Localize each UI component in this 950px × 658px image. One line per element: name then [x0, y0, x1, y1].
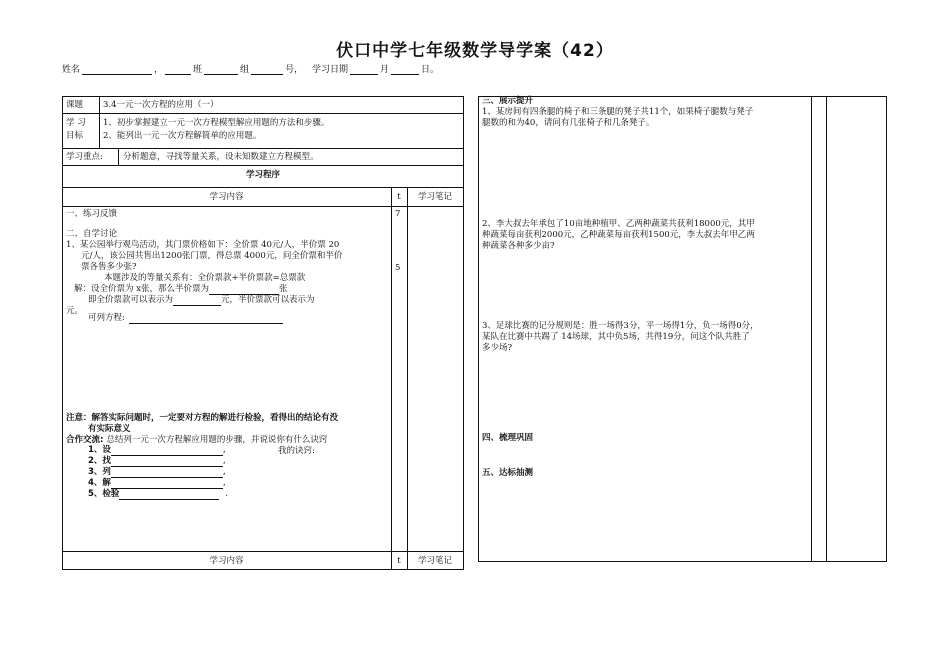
label-divider — [99, 96, 100, 148]
name-label: 姓名 — [62, 65, 81, 75]
name-blank — [82, 65, 152, 75]
row-line-5 — [62, 206, 464, 207]
half-price-text: 元，半价票款可以表示为 — [221, 295, 315, 305]
step-end: . — [225, 489, 229, 499]
left-bottom-border — [62, 569, 464, 570]
step-2: 2、找 , — [88, 456, 226, 466]
step-1-label: 1、设 — [88, 445, 111, 455]
time-2: 5 — [395, 263, 401, 273]
goal-label-1: 学 习 — [66, 118, 86, 128]
step-3-label: 3、列 — [88, 467, 111, 477]
problem1-yuan: 元。 — [66, 306, 84, 316]
step-2-blank[interactable] — [111, 457, 223, 467]
step-5-label: 5、检验 — [88, 489, 120, 499]
coop-label: 合作交流: — [66, 435, 104, 445]
question2-line3: 种蔬菜各种多少亩? — [482, 241, 555, 251]
question3-line2: 某队在比赛中共踢了 14场球，其中负5场，共得19分，问这个队共胜了 — [482, 332, 750, 342]
question2-line1: 2、李大叔去年承包了10亩地种植甲、乙两种蔬菜共获利18000元，其甲 — [482, 219, 755, 229]
day-label: 日。 — [420, 65, 439, 75]
number-label: 号， — [285, 65, 304, 75]
step-4-label: 4、解 — [88, 478, 111, 488]
problem1-line2: 元/人，该公园共售出1200张门票，得总票 4000元，问全价票和半价 — [81, 251, 343, 261]
left-top-border — [62, 96, 464, 97]
footer-col-t: t — [397, 556, 401, 566]
month-label: 月 — [379, 65, 389, 75]
group-label: 组 — [240, 65, 250, 75]
left-right-border — [463, 96, 464, 570]
footer-col-notes: 学习笔记 — [417, 556, 452, 566]
key-divider — [118, 148, 119, 165]
question1-line2: 腿数的和为40，请问有几张椅子和几条凳子。 — [482, 118, 655, 128]
question1-line1: 1、某房间有四条腿的椅子和三条腿的凳子共11个，如果椅子腿数与凳子 — [482, 107, 754, 117]
section-practice-feedback: 一、练习反馈 — [66, 209, 118, 219]
problem1-solution — [74, 284, 288, 295]
col-header-content: 学习内容 — [209, 192, 244, 202]
full-price-text: 即全价票款可以表示为 — [88, 295, 174, 305]
problem1-line1: 1、某公园举行观鸟活动，其门票价格如下：全价票 40元/人，半价票 20 — [66, 240, 340, 250]
t-col-left — [391, 187, 392, 570]
time-1: 7 — [395, 209, 401, 219]
t-col-right — [407, 187, 408, 570]
group-blank — [204, 65, 238, 75]
goal-label-2: 目标 — [66, 131, 84, 141]
step-1: 1、设 , — [88, 445, 226, 455]
problem1-line3: 票各售多少张? — [81, 262, 137, 272]
right-col-divider-2 — [826, 96, 827, 562]
row-line-2 — [62, 148, 464, 149]
step-5 — [88, 489, 228, 500]
footer-col-content: 学习内容 — [209, 556, 244, 566]
step-2-label: 2、找 — [88, 456, 111, 466]
row-line-6 — [62, 551, 464, 552]
question3-line1: 3、足球比赛的记分规则是：胜一场得3分，平一场得1分，负一场得0分， — [482, 321, 759, 331]
goal-1: 1、初步掌握建立一元一次方程模型解应用题的方法和步骤。 — [103, 118, 330, 128]
equation-blank[interactable] — [129, 314, 283, 324]
row-line-4 — [62, 187, 464, 188]
my-secret: 我的诀窍: — [278, 446, 315, 456]
row-line-3 — [62, 165, 464, 166]
unit-zhang: 张 — [279, 284, 288, 294]
col-header-notes: 学习笔记 — [417, 192, 452, 202]
solution-text: 解：设全价票为 x张，那么半价票为 — [74, 284, 209, 294]
question2-line2: 种蔬菜每亩获利2000元，乙种蔬菜每亩获利1500元，李大叔去年甲乙两 — [482, 230, 755, 240]
right-col-divider-1 — [811, 96, 812, 562]
equation-line — [88, 313, 283, 324]
day-blank — [391, 65, 419, 75]
month-blank — [350, 65, 378, 75]
left-left-border — [62, 96, 63, 570]
question3-line3: 多少场? — [482, 343, 513, 353]
student-info-line — [62, 62, 439, 75]
note-line1: 注意：解答实际问题时，一定要对方程的解进行检验，看得出的结论有没 — [66, 413, 339, 423]
step-3: 3、列 , — [88, 467, 226, 477]
class-blank — [165, 65, 191, 75]
goal-2: 2、能列出一元一次方程解简单的应用题。 — [103, 131, 262, 141]
right-right-border — [886, 96, 887, 562]
col-header-t: t — [397, 192, 401, 202]
note-line2: 有实际意义 — [88, 424, 131, 434]
step-4-blank[interactable] — [111, 479, 223, 489]
problem1-expression — [88, 295, 315, 306]
comma-text: ， — [154, 65, 164, 75]
row-line-1 — [62, 113, 464, 114]
right-left-border — [478, 96, 479, 562]
topic-label: 课题 — [66, 100, 84, 110]
step-5-blank[interactable] — [119, 490, 219, 500]
step-1-blank[interactable] — [111, 446, 223, 456]
section-showcase: 三、展示提升 — [482, 96, 534, 106]
date-label: 学习日期 — [311, 65, 348, 75]
number-blank — [251, 65, 283, 75]
full-price-blank[interactable] — [173, 296, 221, 306]
topic-value: 3.4一元一次方程的应用（一） — [103, 100, 219, 110]
key-value: 分析题意，寻找等量关系，设未知数建立方程模型。 — [123, 152, 319, 162]
page-title: 伏口中学七年级数学导学案（42） — [336, 41, 614, 61]
class-label: 班 — [193, 65, 203, 75]
section-self-study: 二、自学讨论 — [66, 229, 118, 239]
section-assessment: 五、达标抽测 — [482, 468, 534, 478]
problem1-relation: 本题涉及的等量关系有：全价票款+半价票款=总票款 — [104, 273, 306, 283]
half-ticket-blank[interactable] — [209, 285, 279, 295]
key-label: 学习重点: — [66, 152, 103, 162]
step-3-blank[interactable] — [111, 468, 223, 478]
step-4: 4、解 , — [88, 478, 226, 488]
coop-text: 总结列一元一次方程解应用题的步骤，并说说你有什么诀窍 — [106, 435, 328, 445]
procedure-heading: 学习程序 — [245, 170, 280, 180]
section-review: 四、梳理巩固 — [482, 433, 534, 443]
equation-label: 可列方程: — [88, 313, 125, 323]
